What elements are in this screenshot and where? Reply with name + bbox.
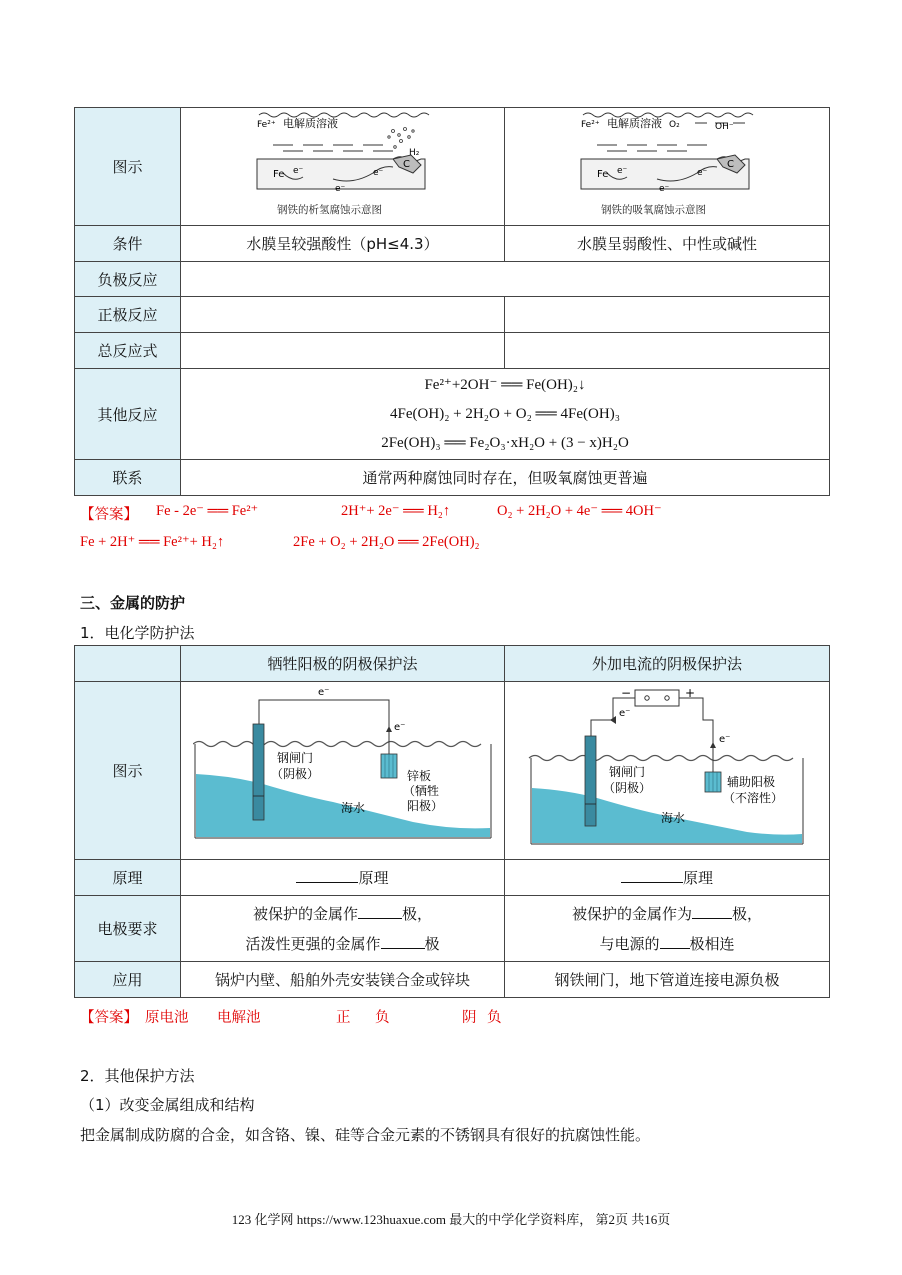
- section3-sub1: 1．电化学防护法: [80, 624, 195, 642]
- row-label-negative: 负极反应: [75, 262, 181, 297]
- header-sacrificial-anode: 牺牲阳极的阴极保护法: [181, 646, 505, 682]
- answer2-tag: 【答案】: [80, 1010, 138, 1026]
- electrode-left-1b: 极，: [402, 904, 433, 923]
- diag-left-c: C: [402, 158, 410, 170]
- diag-left-e1: e⁻: [292, 165, 303, 176]
- diag-right-oh: OH⁻: [715, 121, 734, 132]
- positive-reaction-left-blank: [181, 297, 505, 333]
- impressed-current-diagram-cell: [505, 682, 830, 860]
- imp-insoluble-label: （不溶性）: [723, 790, 784, 805]
- diag-left-h2: H₂: [408, 147, 419, 158]
- condition-right: 水膜呈弱酸性、中性或碱性: [505, 226, 830, 262]
- imp-e-left: e⁻: [619, 707, 631, 719]
- section-other-item1: （1）改变金属组成和结构: [80, 1096, 255, 1114]
- electrode-left-line-2: [181, 929, 504, 959]
- diag-right-e1: e⁻: [617, 165, 628, 176]
- overall-reaction-right-blank: [505, 333, 830, 369]
- sac-zinc-label: 锌板: [406, 768, 431, 783]
- principle-left-text: 原理: [358, 869, 389, 887]
- row-label-electrode: 电极要求: [75, 896, 181, 962]
- diag-left-e3: e⁻: [372, 167, 383, 178]
- diag-left-caption: 钢铁的析氢腐蚀示意图: [276, 203, 382, 216]
- row-label-overall: 总反应式: [75, 333, 181, 369]
- sac-gate-label: 钢闸门: [276, 750, 313, 765]
- application-left: 锅炉内壁、船舶外壳安装镁合金或锌块: [181, 962, 505, 998]
- diag-right-o2: O₂: [669, 119, 680, 130]
- other-reactions: [181, 369, 830, 460]
- overall-reaction-left-blank: [181, 333, 505, 369]
- imp-cathode-label: （阴极）: [603, 780, 652, 795]
- electrode-right-line-1: [505, 899, 829, 929]
- sac-e-top: e⁻: [317, 686, 329, 698]
- electrode-left-line-1: [181, 899, 504, 929]
- diag-right-fe2: Fe²⁺: [581, 119, 600, 130]
- diag-left-electrolyte: 电解质溶液: [282, 116, 338, 130]
- diag-left-fe2: Fe²⁺: [256, 119, 276, 130]
- row-label-positive: 正极反应: [75, 297, 181, 333]
- sacrificial-anode-diagram-cell: [181, 682, 505, 860]
- answer2-item-6: 负: [487, 1010, 502, 1026]
- electrode-right-blank-1: [692, 904, 732, 919]
- answer1-item-2: 2H⁺+ 2e⁻ ══ H₂↑: [341, 503, 451, 519]
- electrode-left-2b: 极: [424, 934, 440, 953]
- oxygen-absorption-diagram: [577, 109, 757, 221]
- principle-right-text: 原理: [682, 869, 713, 887]
- answer1-item-4: Fe + 2H⁺ ══ Fe²⁺+ H₂↑: [80, 534, 225, 550]
- row-label-other: 其他反应: [75, 369, 181, 460]
- corrosion-table: [74, 107, 830, 496]
- principle-left-blank: [296, 868, 358, 883]
- electrode-left-blank-2: [381, 934, 425, 949]
- section3-title: 三、金属的防护: [80, 594, 186, 612]
- row-label-condition: 条件: [75, 226, 181, 262]
- protection-table: [74, 645, 830, 998]
- electrode-right-blank-2: [660, 934, 690, 949]
- electrode-right-line-2: [505, 929, 829, 959]
- positive-reaction-right-blank: [505, 297, 830, 333]
- oxygen-absorption-diagram-cell: [505, 108, 830, 226]
- impressed-current-diagram: [517, 684, 817, 854]
- principle-right-blank: [621, 868, 683, 883]
- section-other-sub2: 2．其他保护方法: [80, 1067, 195, 1085]
- condition-left: 水膜呈较强酸性（pH≤4.3）: [181, 226, 505, 262]
- sac-sacrificial-label-1: （牺牲: [402, 783, 439, 798]
- imp-gate-label: 钢闸门: [609, 764, 646, 779]
- answer1-item-1: Fe - 2e⁻ ══ Fe²⁺: [156, 503, 259, 519]
- hydrogen-evolution-diagram: [253, 109, 433, 221]
- electrode-right-1b: 极，: [732, 904, 763, 923]
- answer2-item-3: 正: [336, 1010, 351, 1026]
- diag-left-fe: Fe: [272, 168, 284, 180]
- sac-cathode-label: （阴极）: [270, 766, 319, 781]
- electrode-right-1a: 被保护的金属作为: [571, 904, 692, 923]
- diag-left-e2: e⁻: [334, 183, 345, 194]
- negative-reaction-blank: [181, 262, 830, 297]
- diag-right-caption: 钢铁的吸氧腐蚀示意图: [601, 203, 706, 216]
- application-right: 钢铁闸门，地下管道连接电源负极: [505, 962, 830, 998]
- imp-minus-sign: −: [621, 685, 632, 700]
- answer2-item-5: 阴: [462, 1010, 477, 1026]
- other-reaction-2: 4Fe(OH)₂ + 2H₂O + O₂ ══ 4Fe(OH)₃: [390, 405, 620, 422]
- electrode-left-2a: 活泼性更强的金属作: [245, 934, 381, 953]
- diag-right-fe: Fe: [597, 168, 609, 180]
- row-label-diagram: 图示: [75, 108, 181, 226]
- principle-left: [181, 860, 505, 896]
- answer1-item-3: O₂ + 2H₂O + 4e⁻ ══ 4OH⁻: [497, 503, 662, 519]
- diag-right-e3: e⁻: [697, 167, 708, 178]
- row-label-application: 应用: [75, 962, 181, 998]
- imp-sea-label: 海水: [661, 810, 686, 825]
- electrode-left-blank-1: [358, 904, 402, 919]
- electrode-right-2a: 与电源的: [599, 934, 660, 953]
- sacrificial-anode-diagram: [193, 684, 493, 854]
- answer1-tag: 【答案】: [80, 507, 138, 523]
- diag-right-e2: e⁻: [659, 183, 670, 194]
- diag-right-c: C: [727, 158, 734, 170]
- sac-e-side: e⁻: [393, 721, 405, 733]
- page-footer: 123 化学网 https://www.123huaxue.com 最大的中学化学资料库， 第2页 共16页: [231, 1212, 671, 1227]
- answer2-item-2: 电解池: [217, 1010, 261, 1026]
- header-impressed-current: 外加电流的阴极保护法: [505, 646, 830, 682]
- sac-sacrificial-label-2: 阳极）: [406, 798, 443, 813]
- answer2-item-1: 原电池: [145, 1010, 189, 1026]
- row-label-principle: 原理: [75, 860, 181, 896]
- answer1-item-5: 2Fe + O₂ + 2H₂O ══ 2Fe(OH)₂: [293, 534, 480, 550]
- imp-plus-sign: +: [685, 685, 696, 700]
- diag-right-electrolyte: 电解质溶液: [607, 116, 662, 130]
- imp-e-right: e⁻: [719, 733, 731, 745]
- electrode-left-1a: 被保护的金属作: [252, 904, 358, 923]
- electrode-left: [181, 896, 505, 962]
- relation-text: 通常两种腐蚀同时存在，但吸氧腐蚀更普遍: [181, 460, 830, 496]
- table2-corner: [75, 646, 181, 682]
- electrode-right: [505, 896, 830, 962]
- sac-sea-label: 海水: [340, 800, 365, 815]
- section-other-para1: 把金属制成防腐的合金，如含铬、镍、硅等合金元素的不锈钢具有很好的抗腐蚀性能。: [80, 1126, 651, 1144]
- principle-right: [505, 860, 830, 896]
- answer2-item-4: 负: [375, 1010, 390, 1026]
- hydrogen-evolution-diagram-cell: [181, 108, 505, 226]
- row-label-relation: 联系: [75, 460, 181, 496]
- row-label-diagram2: 图示: [75, 682, 181, 860]
- electrode-right-2b: 极相连: [689, 934, 735, 953]
- other-reaction-1: Fe²⁺+2OH⁻ ══ Fe(OH)₂↓: [424, 376, 586, 393]
- imp-aux-label: 辅助阳极: [727, 774, 776, 789]
- other-reaction-3: 2Fe(OH)₃ ══ Fe₂O₃·xH₂O + (3 − x)H₂O: [381, 434, 629, 451]
